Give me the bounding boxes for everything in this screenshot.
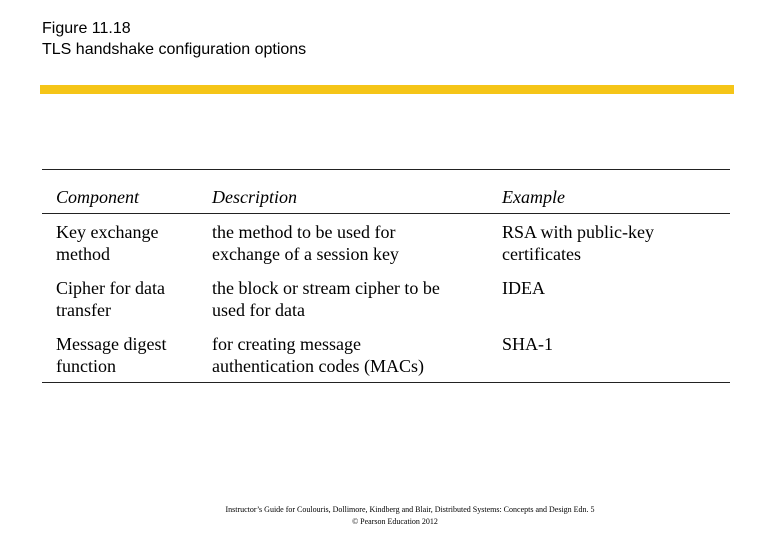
cell-line: Key exchange: [56, 222, 159, 242]
cell-line: Cipher for data: [56, 278, 165, 298]
footer-copyright: © Pearson Education 2012: [352, 517, 438, 526]
table-row-key-exchange-description: [212, 221, 496, 265]
cell-line: method: [56, 244, 110, 264]
cell-line: exchange of a session key: [212, 244, 399, 264]
accent-bar: [40, 85, 734, 94]
cell-line: used for data: [212, 300, 305, 320]
cell-line: the block or stream cipher to be: [212, 278, 440, 298]
footer-citation: Instructor’s Guide for Coulouris, Dollimore, Kindberg and Blair, Distributed Systems: Concepts and Design Edn. 5: [225, 505, 595, 514]
figure-title: TLS handshake configuration options: [42, 41, 307, 58]
cell-line: function: [56, 356, 116, 376]
table-row-cipher-description: [212, 277, 496, 321]
table-row-key-exchange-component: [56, 221, 206, 265]
table-bottom-rule: [42, 382, 730, 383]
cell-line: IDEA: [502, 278, 545, 298]
table-row-digest-component: [56, 333, 206, 377]
cell-line: certificates: [502, 244, 581, 264]
table-row-cipher-example: [502, 277, 722, 299]
figure-caption: [42, 18, 306, 60]
cell-line: Message digest: [56, 334, 167, 354]
cell-line: RSA with public-key: [502, 222, 654, 242]
table-header-rule: [42, 213, 730, 214]
table-row-digest-example: [502, 333, 722, 355]
header-example: Example: [502, 187, 565, 207]
header-component: Component: [56, 187, 139, 207]
cell-line: authentication codes (MACs): [212, 356, 424, 376]
table-top-rule: [42, 169, 730, 170]
cell-line: SHA-1: [502, 334, 554, 354]
cell-line: for creating message: [212, 334, 361, 354]
cell-line: the method to be used for: [212, 222, 396, 242]
header-description: Description: [212, 187, 297, 207]
figure-number: Figure 11.18: [42, 20, 131, 37]
cell-line: transfer: [56, 300, 111, 320]
table-row-digest-description: [212, 333, 496, 377]
table-row-cipher-component: [56, 277, 206, 321]
table-row-key-exchange-example: [502, 221, 722, 265]
